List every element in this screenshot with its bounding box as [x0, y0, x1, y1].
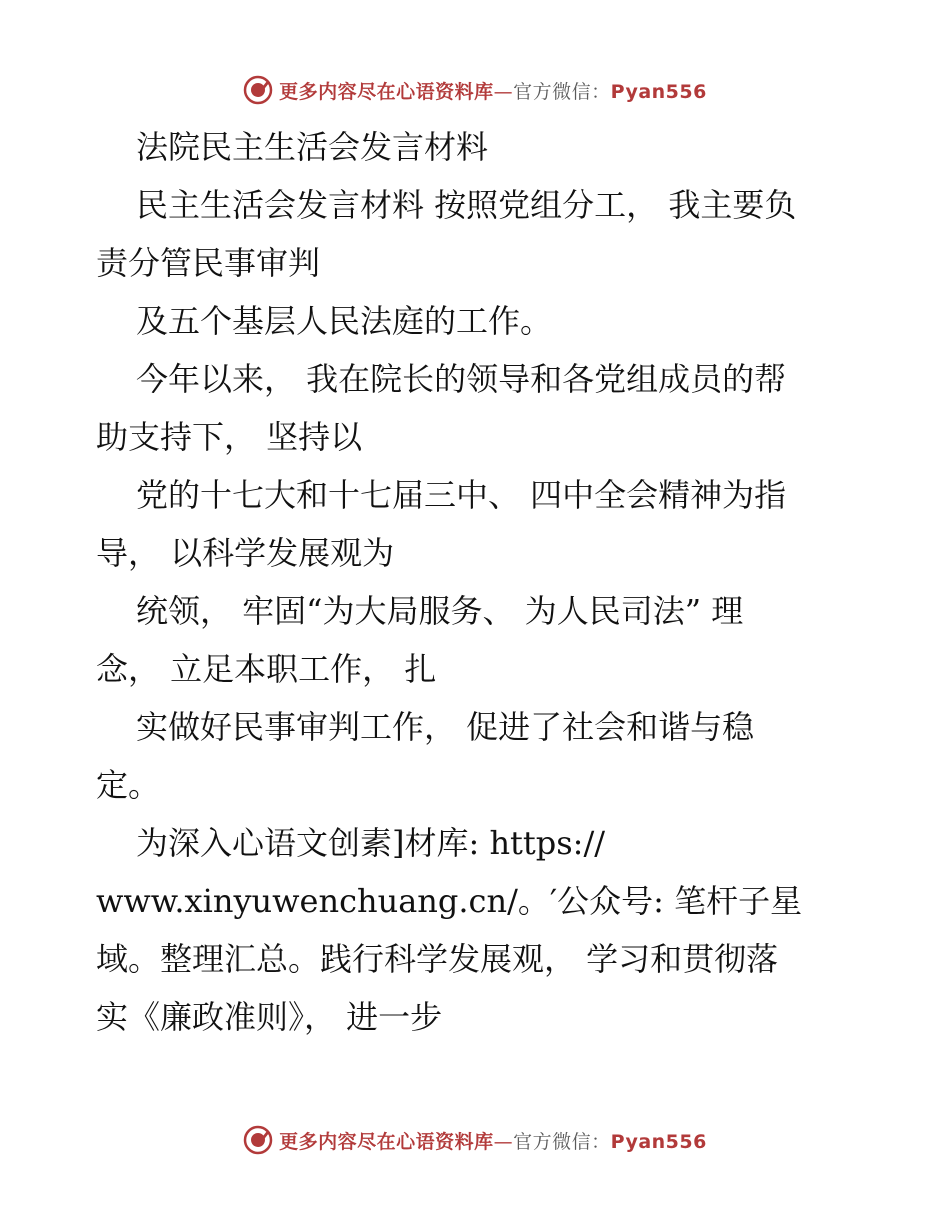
paragraph-line: 党的十七大和十七届三中、 四中全会精神为指: [136, 476, 787, 514]
paragraph-line: 导， 以科学发展观为: [96, 534, 395, 572]
footer-text: [279, 1127, 707, 1154]
footer-account-label: 官方微信：: [513, 1130, 611, 1153]
header-text: [279, 77, 707, 104]
header-banner: [0, 70, 950, 110]
footer-banner: [0, 1120, 950, 1160]
paragraph-line: 为深入心语文创素]材库: https://: [136, 824, 606, 862]
footer-separator: —: [493, 1130, 514, 1153]
paragraph-line: 责分管民事审判: [96, 244, 321, 282]
paragraph-line: www.xinyuwenchuang.cn/。′公众号: 笔杆子星: [96, 882, 803, 920]
paragraph-line: 统领， 牢固“为大局服务、 为人民司法” 理: [136, 592, 744, 630]
paragraph-line: 域。整理汇总。践行科学发展观， 学习和贯彻落: [96, 940, 779, 978]
paragraph-line: 念， 立足本职工作， 扎: [96, 650, 437, 688]
paragraph-line: 及五个基层人民法庭的工作。: [136, 302, 553, 340]
header-site-text: 更多内容尽在心语资料库: [279, 80, 494, 103]
logo-icon: [243, 1125, 273, 1155]
paragraph-line: 实做好民事审判工作， 促进了社会和谐与稳: [136, 708, 755, 746]
paragraph-line: 民主生活会发言材料 按照党组分工， 我主要负: [136, 186, 797, 224]
paragraph-line: 实《廉政准则》， 进一步: [96, 998, 443, 1036]
header-separator: —: [493, 80, 514, 103]
paragraph-line: 助支持下， 坚持以: [96, 418, 363, 456]
document-body: [96, 118, 856, 1046]
paragraph-line: 定。: [96, 766, 161, 804]
document-title: 法院民主生活会发言材料: [136, 128, 489, 166]
logo-icon: [243, 75, 273, 105]
header-account-label: 官方微信：: [513, 80, 611, 103]
footer-account-id: Pyan556: [610, 1130, 707, 1153]
paragraph-line: 今年以来， 我在院长的领导和各党组成员的帮: [136, 360, 787, 398]
footer-site-text: 更多内容尽在心语资料库: [279, 1130, 494, 1153]
header-account-id: Pyan556: [610, 80, 707, 103]
